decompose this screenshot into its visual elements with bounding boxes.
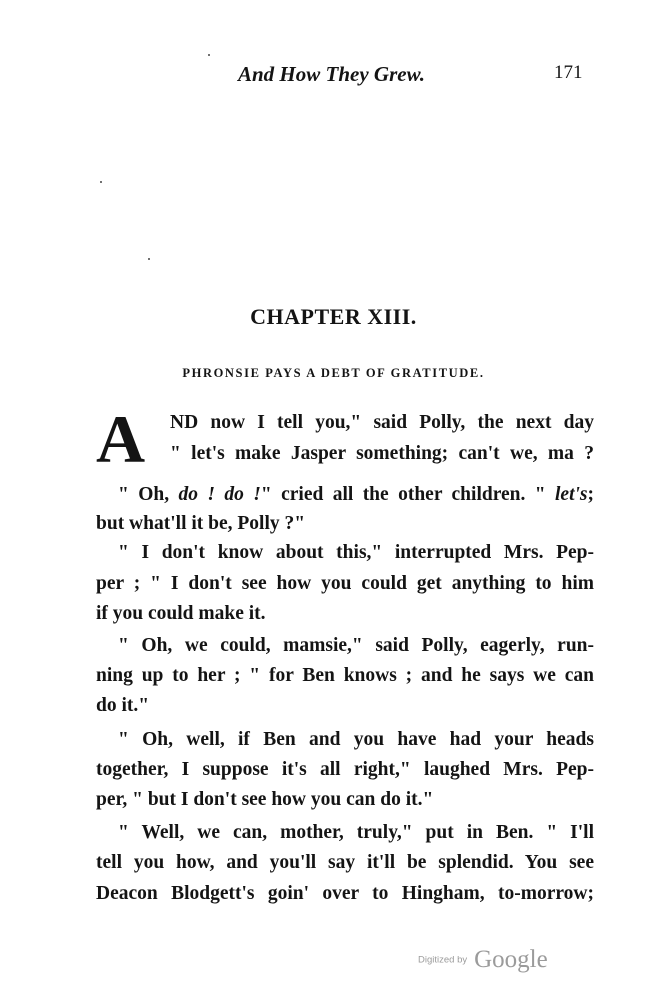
running-title: And How They Grew. [238,62,426,86]
text-line: per, " but I don't see how you can do it." [96,789,434,810]
page-header [238,62,598,92]
page-number: 171 [554,62,583,83]
text-line [118,481,594,509]
italic-text: do ! do ! [178,484,261,505]
google-watermark [418,946,548,976]
print-speck [208,54,210,56]
italic-text: let's [555,484,588,505]
text-line: " Oh, we could, mamsie," said Polly, eagerly, run- [118,635,594,656]
print-speck [148,258,150,260]
text-line: tell you how, and you'll say it'll be splendid. You see [96,852,594,873]
watermark-label: Digitized by [418,954,468,966]
google-logo: Google [474,946,548,973]
text-line: Deacon Blodgett's goin' over to Hingham, to-morrow; [96,883,594,904]
text-run: ; [587,484,594,505]
text-line: per ; " I don't see how you could get anything to him [96,573,594,594]
text-line: " let's make Jasper something; can't we, ma ? [170,443,594,464]
text-line: if you could make it. [96,603,266,624]
text-line: do it." [96,695,150,716]
text-line: ND now I tell you," said Polly, the next day [170,412,594,433]
text-line: " I don't know about this," interrupted Mrs. Pep- [118,542,594,563]
drop-cap: A [96,401,146,477]
print-speck [100,181,102,183]
chapter-title: CHAPTER XIII. [250,304,417,329]
chapter-subtitle: PHRONSIE PAYS A DEBT OF GRATITUDE. [182,366,485,380]
text-line: but what'll it be, Polly ?" [96,513,306,534]
text-line: " Well, we can, mother, truly," put in Ben. " I'll [118,822,594,843]
text-line: together, I suppose it's all right," laughed Mrs. Pep- [96,759,594,780]
text-line: " Oh, well, if Ben and you have had your heads [118,729,594,750]
text-run: " Oh, [118,484,179,505]
text-run: " cried all the other children. " [260,484,555,505]
text-line: ning up to her ; " for Ben knows ; and he says we can [96,665,594,686]
